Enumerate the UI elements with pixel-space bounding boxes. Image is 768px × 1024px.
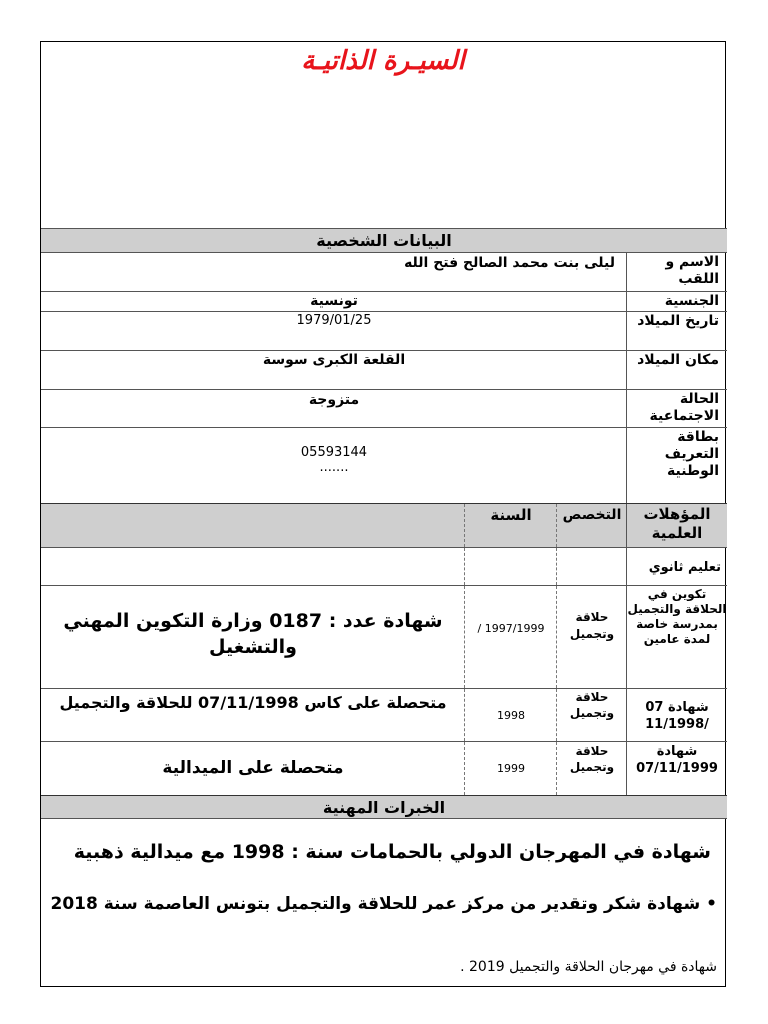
qualification-row [41, 585, 727, 688]
marital-value: متزوجة [308, 392, 360, 408]
personal-row-national-id [41, 427, 727, 503]
name-label: الاسم و اللقب [665, 254, 719, 287]
qualifications-header [41, 503, 727, 547]
qual-header-notes [41, 504, 465, 547]
qual-header-year: السنة [490, 506, 532, 524]
qual-notes: شهادة عدد : 0187 وزارة التكوين المهني والتشغيل [63, 610, 443, 658]
birthplace-value: القلعة الكبرى سوسة [262, 352, 406, 368]
qual-degree: تكوين في الحلاقة والتجميل بمدرسة خاصة لمدة عامين [627, 587, 727, 646]
national-id-label: بطاقة التعريف الوطنية [664, 429, 719, 479]
national-id-extra: ....... [319, 460, 349, 475]
nationality-value: تونسية [310, 293, 358, 309]
birthdate-label: تاريخ الميلاد [637, 313, 719, 329]
qual-header-degree: المؤهلات العلمية [643, 505, 711, 542]
experience-header [41, 795, 727, 819]
qual-year [465, 548, 557, 585]
qual-degree: تعليم ثانوي [648, 560, 721, 575]
birthplace-label: مكان الميلاد [637, 352, 719, 368]
birthdate-value: 1979/01/25 [296, 313, 372, 328]
name-value: ليلى بنت محمد الصالح فتح الله [404, 255, 615, 271]
personal-row-name [41, 252, 727, 291]
qual-specialty: حلاقة وتجميل [569, 744, 615, 774]
personal-data-header [41, 228, 727, 252]
qualification-row [41, 741, 727, 795]
qual-degree: شهادة 07 /11/1998 [645, 700, 709, 732]
personal-row-nationality [41, 291, 727, 311]
cv-page [40, 41, 726, 987]
qual-notes: متحصلة على كاس 07/11/1998 للحلاقة والتجميل [59, 693, 447, 712]
qualification-row [41, 547, 727, 585]
experience-item: • شهادة شكر وتقدير من مركز عمر للحلاقة والتجميل بتونس العاصمة سنة 2018 [50, 894, 717, 914]
national-id-value: 05593144 [300, 445, 368, 460]
experience-item: شهادة في مهرجان الحلاقة والتجميل 2019 . [460, 959, 717, 975]
qualification-row [41, 688, 727, 741]
cv-title: السيـرة الذاتيـة [301, 46, 465, 76]
qual-year: 1998 [497, 709, 525, 722]
experience-header-label: الخبرات المهنية [322, 798, 446, 817]
experience-item: شهادة في المهرجان الدولي بالحمامات سنة : 1998 مع ميدالية ذهبية [73, 841, 711, 863]
qual-header-specialty: التخصص [562, 507, 622, 523]
nationality-label: الجنسية [664, 293, 719, 309]
qual-notes [41, 548, 465, 585]
marital-label: الحالة الاجتماعية [649, 391, 719, 424]
qual-specialty: حلاقة وتجميل [569, 610, 615, 641]
personal-row-marital [41, 389, 727, 427]
qual-specialty: حلاقة وتجميل [569, 690, 615, 720]
personal-data-header-label: البيانات الشخصية [316, 231, 452, 250]
qual-degree: شهادة 07/11/1999 [636, 744, 718, 776]
personal-row-birthdate [41, 311, 727, 350]
national-id-value-block [41, 428, 627, 503]
personal-row-birthplace [41, 350, 727, 389]
qual-specialty [557, 548, 627, 585]
qual-notes: متحصلة على الميدالية [162, 758, 344, 778]
qual-year: 1999 [497, 762, 525, 775]
qual-year: 1997/1999 / [477, 622, 545, 635]
